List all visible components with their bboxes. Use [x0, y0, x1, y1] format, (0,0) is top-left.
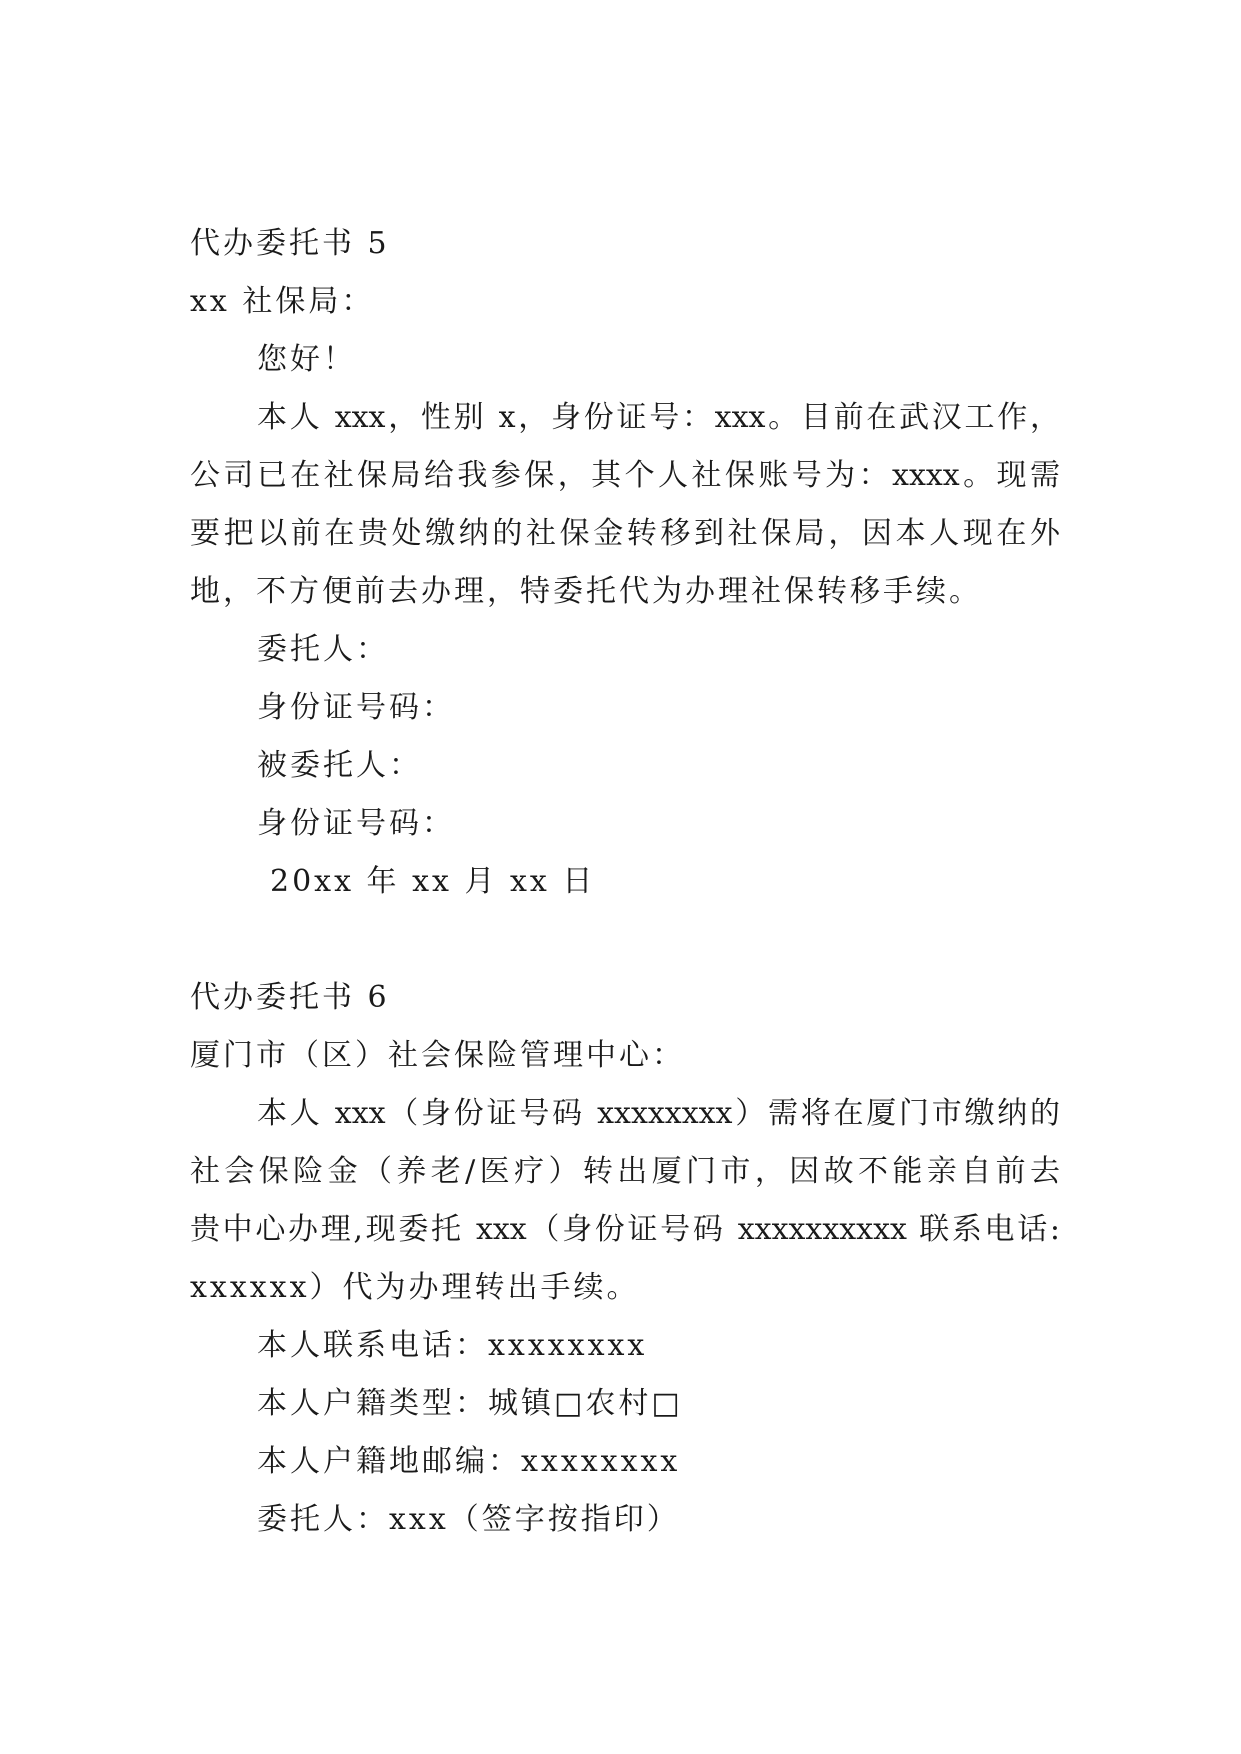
- letter5-title: 代办委托书 5: [190, 226, 390, 261]
- letter5-field: 身份证号码：: [257, 690, 455, 725]
- letter5-date: 20xx 年 xx 月 xx 日: [270, 864, 596, 899]
- letter6-field: 本人联系电话：xxxxxxxx: [257, 1328, 648, 1363]
- letter5-addressee: xx 社保局：: [190, 284, 375, 319]
- letter5-field: 委托人：: [257, 632, 389, 667]
- letter6-body-line: xxxxxx）代为办理转出手续。: [190, 1270, 640, 1305]
- letter6-body-line: 社会保险金（养老/医疗）转出厦门市，因故不能亲自前去: [190, 1154, 1060, 1189]
- letter5-body-line: 公司已在社保局给我参保，其个人社保账号为：xxxx。现需: [190, 458, 1060, 493]
- letter6-addressee: 厦门市（区）社会保险管理中心：: [190, 1038, 685, 1073]
- letter5-field: 身份证号码：: [257, 806, 455, 841]
- letter6-body-line: 本人 xxx（身份证号码 xxxxxxxx）需将在厦门市缴纳的: [257, 1096, 1060, 1131]
- letter5-field: 被委托人：: [257, 748, 422, 783]
- letter5-body-line: 要把以前在贵处缴纳的社保金转移到社保局，因本人现在外: [190, 516, 1060, 551]
- letter6-title: 代办委托书 6: [190, 980, 390, 1015]
- letter5-body-line: 地，不方便前去办理，特委托代为办理社保转移手续。: [190, 574, 982, 609]
- letter6-field: 委托人：xxx（签字按指印）: [257, 1502, 680, 1537]
- letter5-body-line: 本人 xxx，性别 x，身份证号：xxx。目前在武汉工作，: [257, 400, 1060, 435]
- letter5-greeting: 您好！: [257, 342, 356, 377]
- letter6-field: 本人户籍类型：城镇□农村□: [257, 1386, 683, 1421]
- letter6-body-line: 贵中心办理,现委托 xxx（身份证号码 xxxxxxxxxx 联系电话:: [190, 1212, 1060, 1247]
- letter6-field: 本人户籍地邮编：xxxxxxxx: [257, 1444, 681, 1479]
